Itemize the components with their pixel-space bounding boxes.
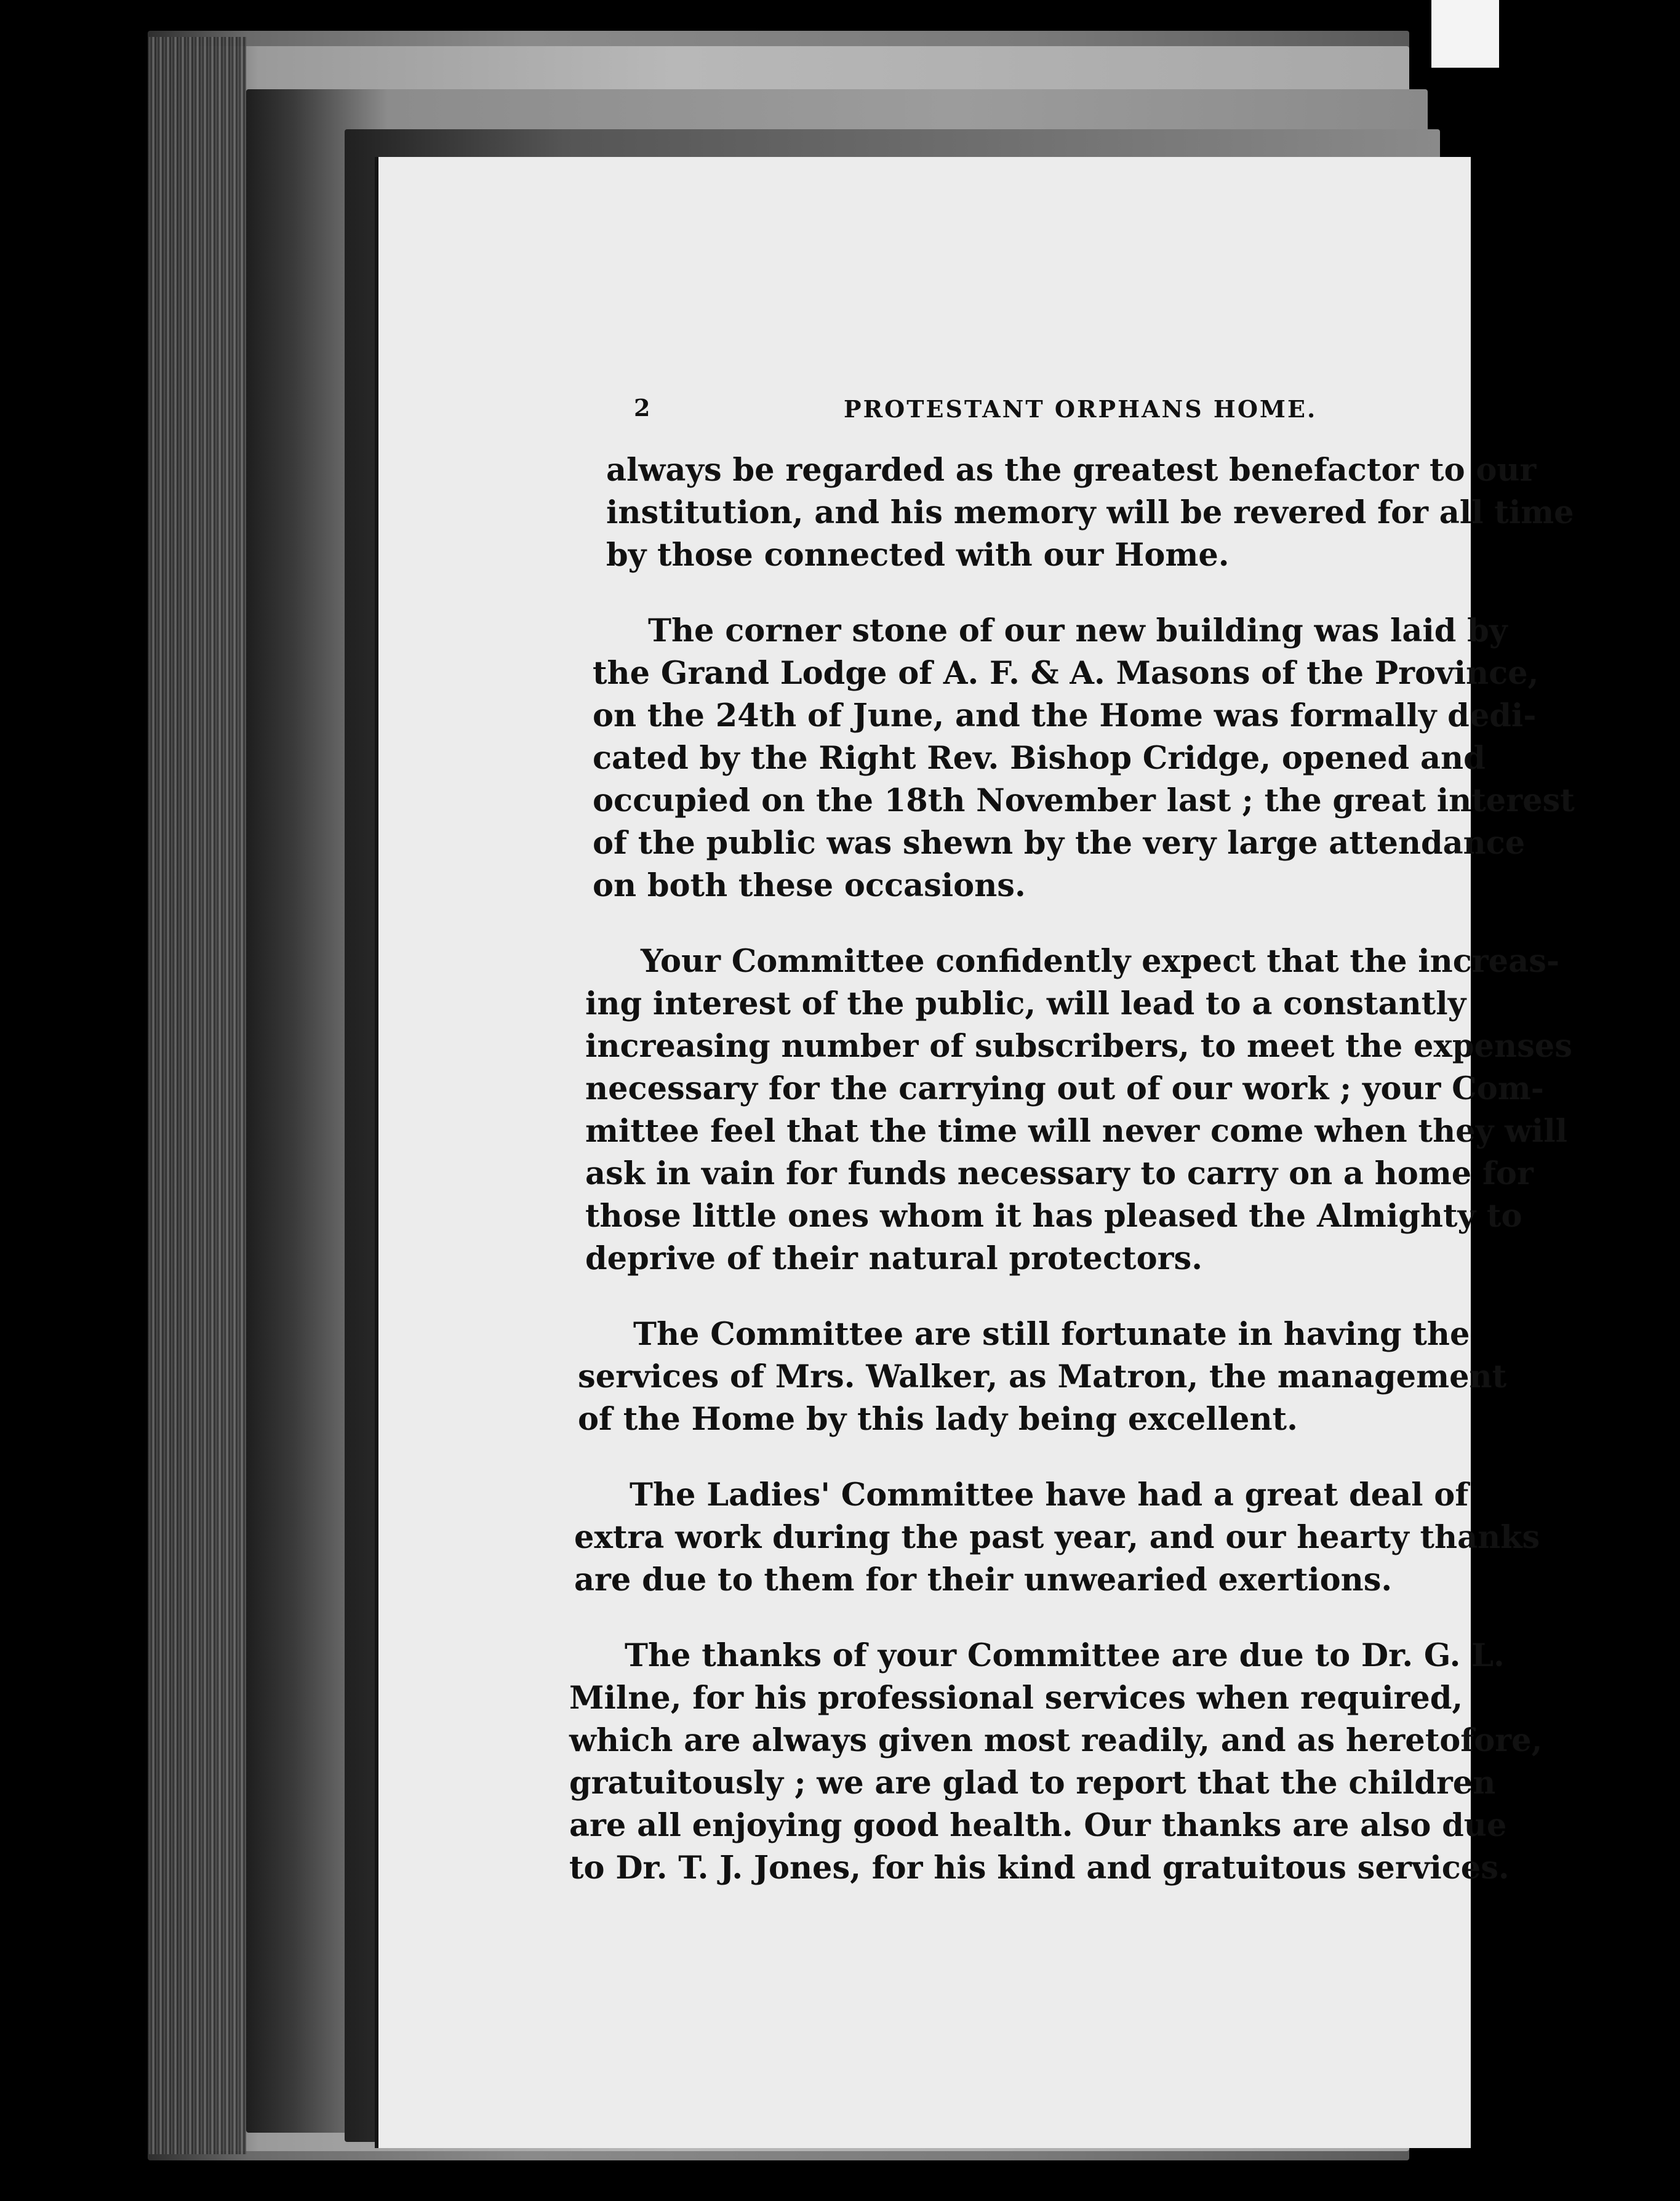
page-number: 2 bbox=[634, 394, 650, 422]
text-line: by those connected with our Home. bbox=[606, 537, 1230, 574]
text-line: extra work during the past year, and our hearty thanks bbox=[574, 1519, 1540, 1556]
text-line: those little ones whom it has pleased the Almighty to bbox=[585, 1198, 1522, 1235]
text-line: are all enjoying good health. Our thanks are also due bbox=[569, 1807, 1507, 1844]
text-line: ing interest of the public, will lead to a constantly bbox=[585, 985, 1466, 1022]
text-line: ask in vain for funds necessary to carry on a home for bbox=[585, 1155, 1534, 1192]
text-line: are due to them for their unwearied exertions. bbox=[574, 1562, 1393, 1598]
paragraph bbox=[574, 1474, 1540, 1602]
running-head: PROTESTANT ORPHANS HOME. bbox=[844, 395, 1318, 423]
text-line: services of Mrs. Walker, as Matron, the management bbox=[578, 1358, 1507, 1395]
document-page bbox=[378, 157, 1575, 2148]
text-line: necessary for the carrying out of our work ; your Com- bbox=[585, 1070, 1544, 1107]
text-line: institution, and his memory will be revered for all time bbox=[606, 494, 1574, 531]
text-line: The Ladies' Committee have had a great deal of bbox=[630, 1477, 1469, 1513]
text-line: cated by the Right Rev. Bishop Cridge, opened and bbox=[593, 740, 1486, 777]
paragraph bbox=[606, 449, 1574, 577]
scan-corner bbox=[1431, 0, 1499, 68]
text-line: deprive of their natural protectors. bbox=[585, 1240, 1202, 1277]
text-line: mittee feel that the time will never come when they will bbox=[585, 1113, 1568, 1150]
text-line: the Grand Lodge of A. F. & A. Masons of the Province, bbox=[593, 655, 1539, 692]
text-line: on the 24th of June, and the Home was formally dedi- bbox=[593, 697, 1537, 734]
text-line: always be regarded as the greatest benefactor to our bbox=[606, 452, 1537, 489]
paragraph bbox=[593, 610, 1575, 907]
text-line: increasing number of subscribers, to meet the expenses bbox=[585, 1028, 1572, 1065]
text-line: The corner stone of our new building was laid by bbox=[648, 612, 1508, 649]
text-line: The Committee are still fortunate in having the bbox=[633, 1316, 1470, 1353]
body-text bbox=[569, 449, 1575, 1923]
text-line: on both these occasions. bbox=[593, 867, 1026, 904]
text-line: occupied on the 18th November last ; the great interest bbox=[593, 782, 1575, 819]
page-header bbox=[634, 394, 1680, 431]
text-line: Your Committee confidently expect that the increas- bbox=[641, 943, 1560, 980]
text-line: of the public was shewn by the very large attendance bbox=[593, 825, 1526, 862]
text-line: The thanks of your Committee are due to Dr. G. L. bbox=[625, 1637, 1505, 1674]
text-line: which are always given most readily, and as heretofore, bbox=[569, 1722, 1543, 1759]
paragraph bbox=[585, 940, 1572, 1280]
book-page-edges bbox=[148, 37, 246, 2154]
paragraph bbox=[569, 1635, 1543, 1890]
text-line: to Dr. T. J. Jones, for his kind and gratuitous services. bbox=[569, 1850, 1510, 1886]
text-line: of the Home by this lady being excellent. bbox=[578, 1401, 1298, 1438]
text-line: gratuitously ; we are glad to report that the children bbox=[569, 1765, 1496, 1802]
paragraph bbox=[578, 1313, 1529, 1441]
text-line: Milne, for his professional services when required, bbox=[569, 1680, 1463, 1717]
